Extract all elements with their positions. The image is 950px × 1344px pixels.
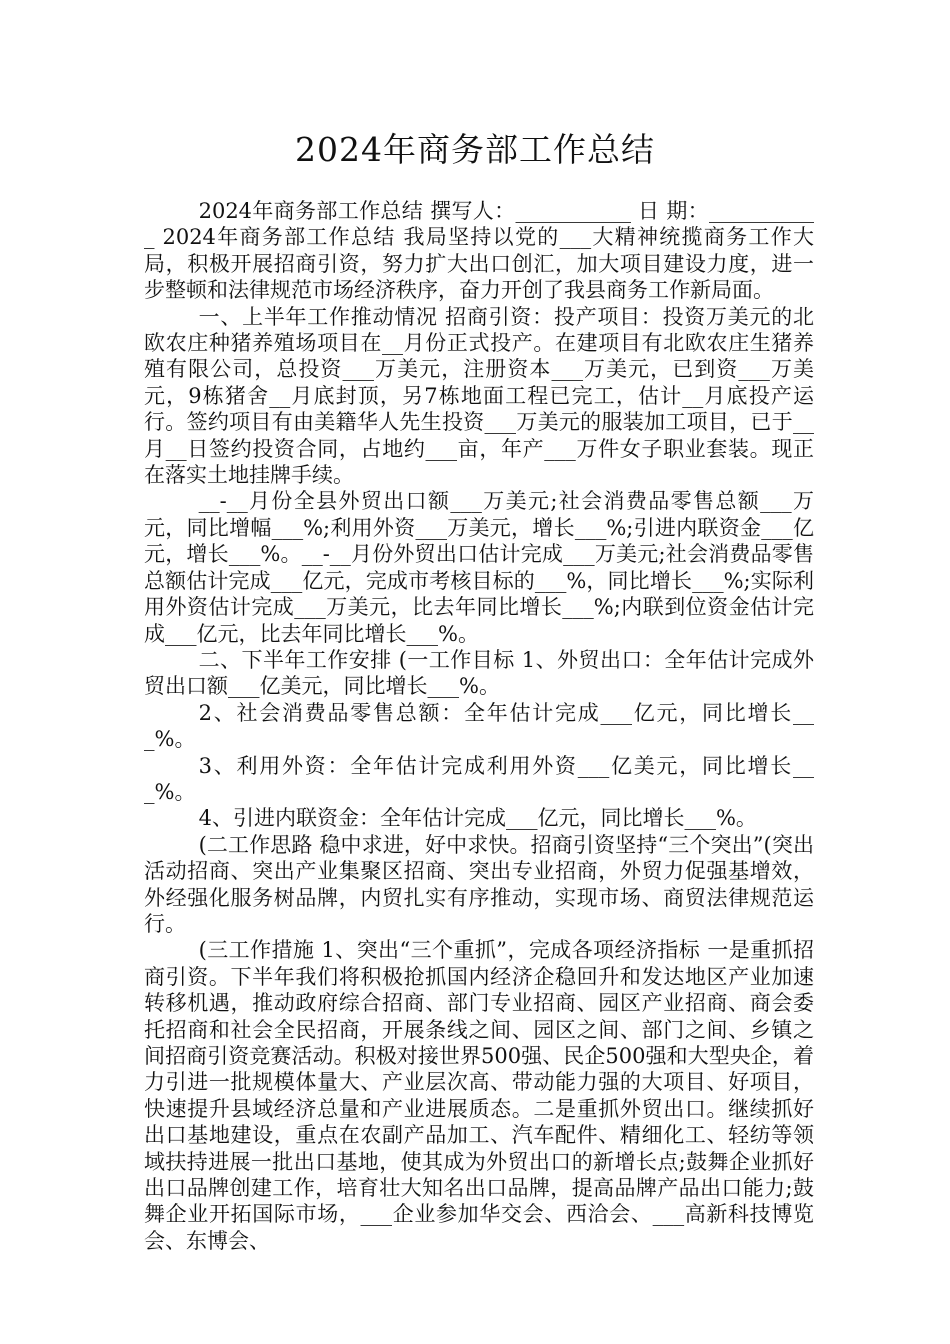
document-title: 2024年商务部工作总结: [295, 130, 655, 169]
paragraph-retail-target: 2、社会消费品零售总额：全年估计完成___亿元，同比增长___%。: [144, 700, 814, 752]
paragraph-domestic-capital-target: 4、引进内联资金：全年估计完成___亿元，同比增长___%。: [198, 806, 757, 831]
paragraph-first-half-work: 一、上半年工作推动情况 招商引资：投产项目：投资万美元的北欧农庄种猪养殖场项目在__月份正式投产。在建项目有北欧农庄生猪养殖有限公司，总投资___万美元，注册资本___万美元，已到资___万美元，9栋猪舍__月底封顶，另7栋地面工程已完工，估计__月底投产运行。签约项目有由美籍华人先生投资___万美元的服装加工项目，已于__月__日签约投资合同，占地约___亩，年产___万件女子职业套装。现正在落实土地挂牌手续。: [144, 304, 814, 488]
paragraph-intro: 2024年商务部工作总结 撰写人：___________ 日 期：___________ 2024年商务部工作总结 我局坚持以党的___大精神统揽商务工作大局，积极开展招商引资，努力扩大出口创汇，加大项目建设力度，进一步整顿和法律规范市场经济秩序，奋力开创了我县商务工作新局面。: [144, 199, 814, 303]
paragraph-work-approach: (二工作思路 稳中求进，好中求快。招商引资坚持“三个突出”(突出活动招商、突出产业集聚区招商、突出专业招商，外贸力促强基增效，外经强化服务树品牌，内贸扎实有序推动，实现市场、商贸法律规范运行。: [144, 832, 814, 936]
paragraph-foreign-investment-target: 3、利用外资：全年估计完成利用外资___亿美元，同比增长___%。: [144, 753, 814, 804]
paragraph-work-measures: (三工作措施 1、突出“三个重抓”，完成各项经济指标 一是重抓招商引资。下半年我们将积极抢抓国内经济企稳回升和发达地区产业加速转移机遇，推动政府综合招商、部门专业招商、园区产业招商、商会委托招商和社会全民招商，开展条线之间、园区之间、部门之间、乡镇之间招商引资竞赛活动。积极对接世界500强、民企500强和大型央企，着力引进一批规模体量大、产业层次高、带动能力强的大项目、好项目，快速提升县域经济总量和产业进展质态。二是重抓外贸出口。继续抓好出口基地建设，重点在农副产品加工、汽车配件、精细化工、轻纺等领域扶持进展一批出口基地，使其成为外贸出口的新增长点;鼓舞企业抓好出口品牌创建工作，培育壮大知名出口品牌，提高品牌产品出口能力;鼓舞企业开拓国际市场，___企业参加华交会、西洽会、___高新科技博览会、东博会、: [144, 938, 814, 1253]
document-body: [144, 198, 814, 1254]
paragraph-second-half-plan: 二、下半年工作安排 (一工作目标 1、外贸出口：全年估计完成外贸出口额___亿美元，同比增长___%。: [144, 647, 814, 699]
paragraph-statistics: __-__月份全县外贸出口额___万美元;社会消费品零售总额___万元，同比增幅___%;利用外资___万美元，增长___%;引进内联资金___亿元，增长___%。__-__月份外贸出口估计完成___万美元;社会消费品零售总额估计完成___亿元，完成市考核目标的___%，同比增长___%;实际利用外资估计完成___万美元，比去年同比增长___%;内联到位资金估计完成___亿元，比去年同比增长___%。: [144, 489, 814, 646]
